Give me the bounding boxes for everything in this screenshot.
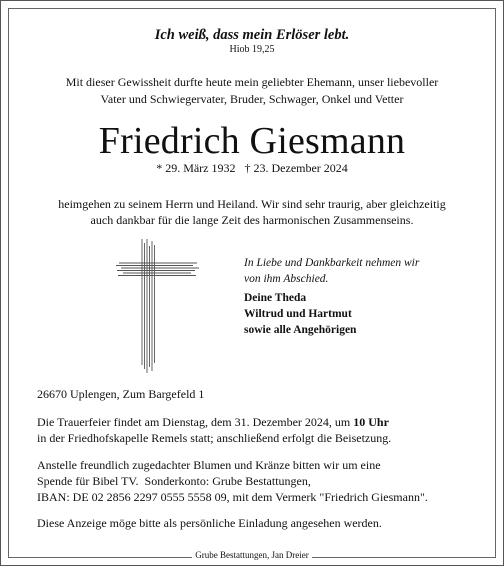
service-line: in der Friedhofskapelle Remels statt; anschließend erfolgt die Beisetzung. — [37, 431, 392, 445]
deceased-name: Friedrich Giesmann — [98, 120, 406, 162]
mourners-list — [244, 290, 356, 338]
address: 26670 Uplengen, Zum Bargefeld 1 — [37, 387, 205, 401]
mourner-line: Deine Theda — [244, 292, 307, 304]
intro-line: Mit dieser Gewissheit durfte heute mein geliebter Ehemann, unser liebevoller — [65, 75, 439, 89]
life-dates: * 29. März 1932 † 23. Dezember 2024 — [156, 161, 348, 175]
service-time: 10 Uhr — [353, 415, 389, 429]
mourner-line: sowie alle Angehörigen — [244, 324, 357, 336]
donation-line: Spende für Bibel TV. Sonderkonto: Grube Bestattungen, — [37, 474, 311, 488]
farewell-line: In Liebe und Dankbarkeit nehmen wir — [244, 257, 420, 269]
donation-line: Anstelle freundlich zugedachter Blumen und Kränze bitten wir um eine — [37, 458, 381, 472]
donation-line: IBAN: DE 02 2856 2297 0555 5558 09, mit dem Vermerk "Friedrich Giesmann". — [37, 490, 428, 504]
passing-line: heimgehen zu seinem Herrn und Heiland. Wir sind sehr traurig, aber gleichzeitig — [58, 197, 446, 211]
closing-note: Diese Anzeige möge bitte als persönliche Einladung angesehen werden. — [37, 516, 382, 530]
farewell-line: von ihm Abschied. — [244, 273, 329, 285]
footer-credit — [0, 550, 504, 560]
intro-text — [0, 74, 504, 108]
motto-heading: Ich weiß, dass mein Erlöser lebt. — [154, 27, 350, 43]
passing-line: auch dankbar für die lange Zeit des harmonischen Zusammenseins. — [90, 213, 414, 227]
mourner-line: Wiltrud und Hartmut — [244, 308, 352, 320]
intro-line: Vater und Schwiegervater, Bruder, Schwager, Onkel und Vetter — [100, 92, 404, 106]
verse-reference: Hiob 19,25 — [229, 44, 275, 55]
farewell-text — [244, 255, 419, 287]
cross-icon — [115, 237, 210, 375]
donation-info — [37, 457, 428, 505]
passing-text — [0, 196, 504, 228]
footer-text: Grube Bestattungen, Jan Dreier — [192, 550, 311, 560]
service-line — [37, 414, 391, 430]
service-text: Die Trauerfeier findet am Dienstag, dem 31. Dezember 2024, um — [37, 415, 354, 429]
service-info — [37, 414, 391, 446]
